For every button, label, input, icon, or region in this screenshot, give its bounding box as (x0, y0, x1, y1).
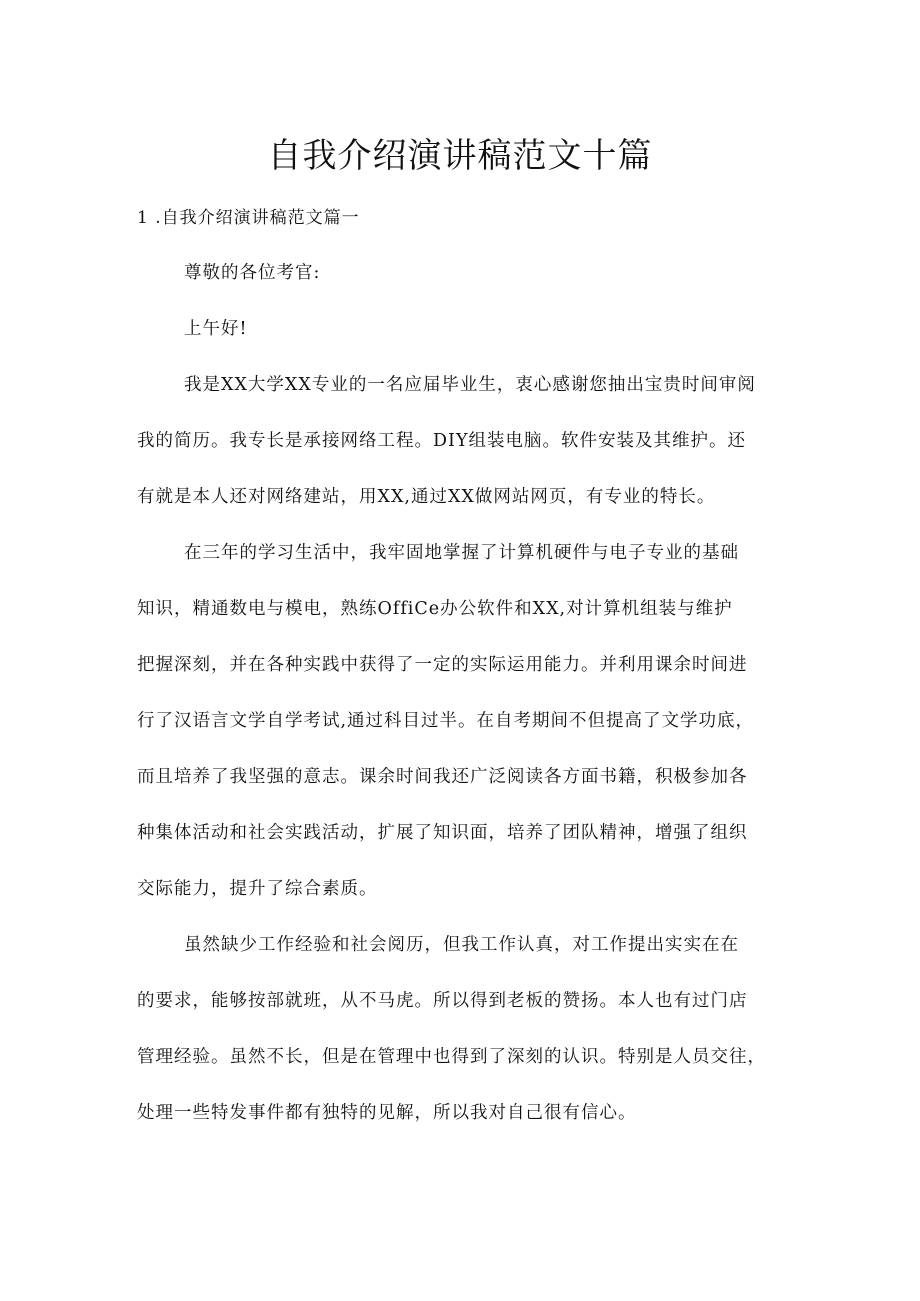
paragraph-line: 知识，精通数电与模电，熟练OffiCe办公软件和XX,对计算机组装与维护 (137, 599, 733, 619)
paragraph-line: 行了汉语言文学自学考试,通过科目过半。在自考期间不但提高了文学功底， (137, 711, 755, 731)
paragraph-line: 我是XX大学XX专业的一名应届毕业生，衷心感谢您抽出宝贵时间审阅 (184, 375, 756, 395)
document-title: 自我介绍演讲稿范文十篇 (267, 136, 653, 176)
paragraph-line: 我的简历。我专长是承接网络工程。DIY组装电脑。软件安装及其维护。还 (137, 431, 746, 451)
paragraph-line: 在三年的学习生活中，我牢固地掌握了计算机硬件与电子专业的基础 (184, 543, 739, 563)
paragraph-line: 虽然缺少工作经验和社会阅历，但我工作认真，对工作提出实实在在 (184, 935, 739, 955)
paragraph-line: 管理经验。虽然不长，但是在管理中也得到了深刻的认识。特别是人员交往， (137, 1047, 766, 1067)
paragraph-line: 有就是本人还对网络建站，用XX,通过XX做网站网页，有专业的特长。 (137, 487, 716, 507)
paragraph-line: 种集体活动和社会实践活动，扩展了知识面，培养了团队精神，增强了组织 (137, 823, 748, 843)
greeting: 上午好! (184, 319, 248, 339)
paragraph-line: 把握深刻，并在各种实践中获得了一定的实际运用能力。并利用课余时间进 (137, 655, 748, 675)
section-heading: 1 .自我介绍演讲稿范文篇一 (137, 208, 360, 228)
salutation: 尊敬的各位考官: (184, 263, 321, 283)
paragraph-line: 的要求，能够按部就班，从不马虎。所以得到老板的赞扬。本人也有过门店 (137, 991, 748, 1011)
paragraph-line: 而且培养了我坚强的意志。课余时间我还广泛阅读各方面书籍，积极参加各 (137, 767, 748, 787)
paragraph-line: 处理一些特发事件都有独特的见解，所以我对自己很有信心。 (137, 1103, 637, 1123)
paragraph-line: 交际能力，提升了综合素质。 (137, 879, 378, 899)
